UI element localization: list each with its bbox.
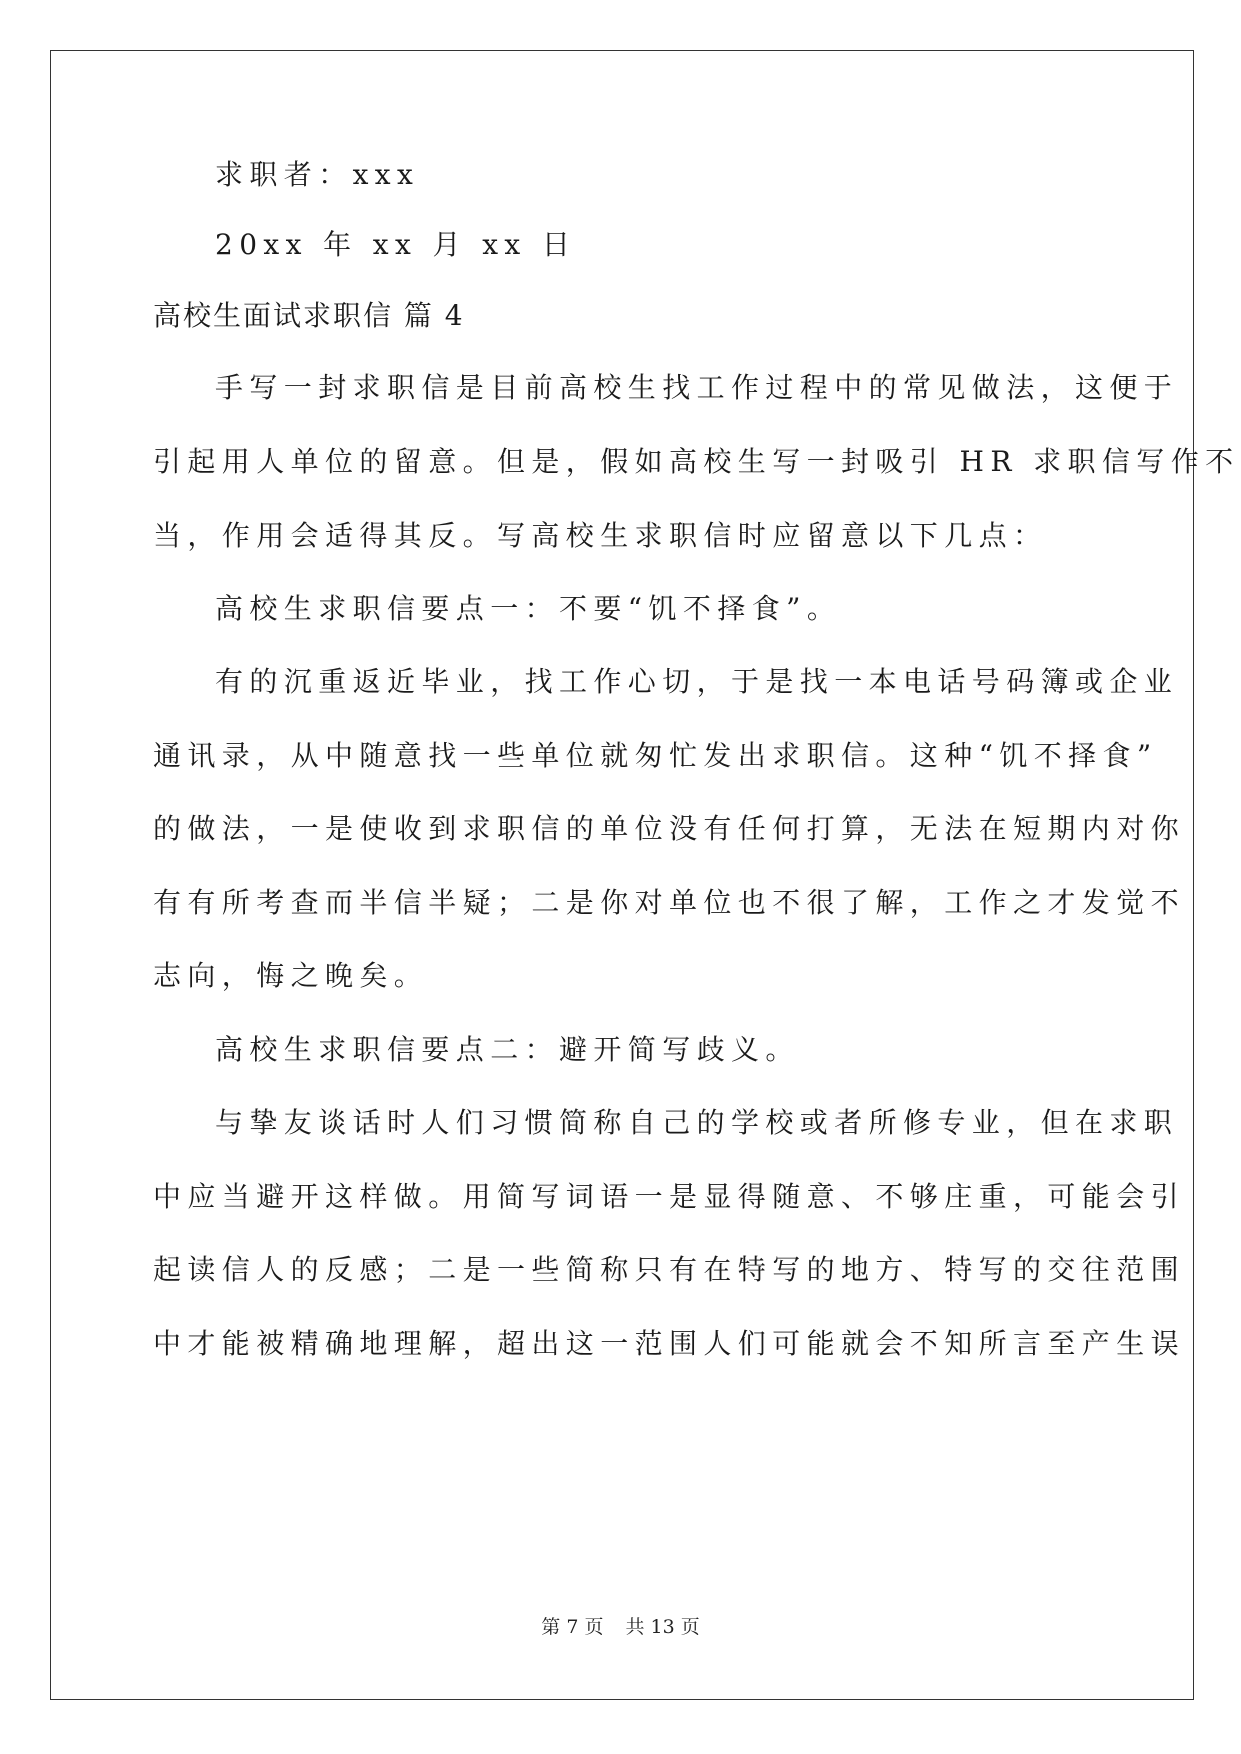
paragraph-line: 有的沉重返近毕业，找工作心切，于是找一本电话号码簿或企业 [215,665,1179,698]
point-heading: 高校生求职信要点一：不要“饥不择食”。 [215,592,842,625]
paragraph-line: 志向，悔之晚矣。 [153,959,429,992]
paragraph-line: 的做法，一是使收到求职信的单位没有任何打算，无法在短期内对你 [153,812,1186,845]
paragraph-line: 有有所考查而半信半疑；二是你对单位也不很了解，工作之才发觉不 [153,886,1186,919]
page-number: 第 7 页 [541,1616,604,1638]
applicant-line: 求职者：xxx [215,158,420,191]
paragraph-line: 中应当避开这样做。用简写词语一是显得随意、不够庄重，可能会引 [153,1180,1186,1213]
paragraph-line: 引起用人单位的留意。但是，假如高校生写一封吸引 HR 求职信写作不 [153,445,1240,478]
page-total: 共 13 页 [625,1616,700,1638]
paragraph-line: 当，作用会适得其反。写高校生求职信时应留意以下几点： [153,519,1048,552]
section-title: 高校生面试求职信 篇 4 [153,299,465,332]
point-heading: 高校生求职信要点二：避开简写歧义。 [215,1033,800,1066]
page-footer [0,1615,1241,1639]
paragraph-line: 起读信人的反感；二是一些简称只有在特写的地方、特写的交往范围 [153,1253,1186,1286]
date-line: 20xx 年 xx 月 xx 日 [215,228,577,261]
paragraph-line: 中才能被精确地理解，超出这一范围人们可能就会不知所言至产生误 [153,1327,1186,1360]
paragraph-line: 通讯录，从中随意找一些单位就匆忙发出求职信。这种“饥不择食” [153,739,1158,772]
paragraph-line: 与挚友谈话时人们习惯简称自己的学校或者所修专业，但在求职 [215,1106,1179,1139]
paragraph-line: 手写一封求职信是目前高校生找工作过程中的常见做法，这便于 [215,371,1179,404]
